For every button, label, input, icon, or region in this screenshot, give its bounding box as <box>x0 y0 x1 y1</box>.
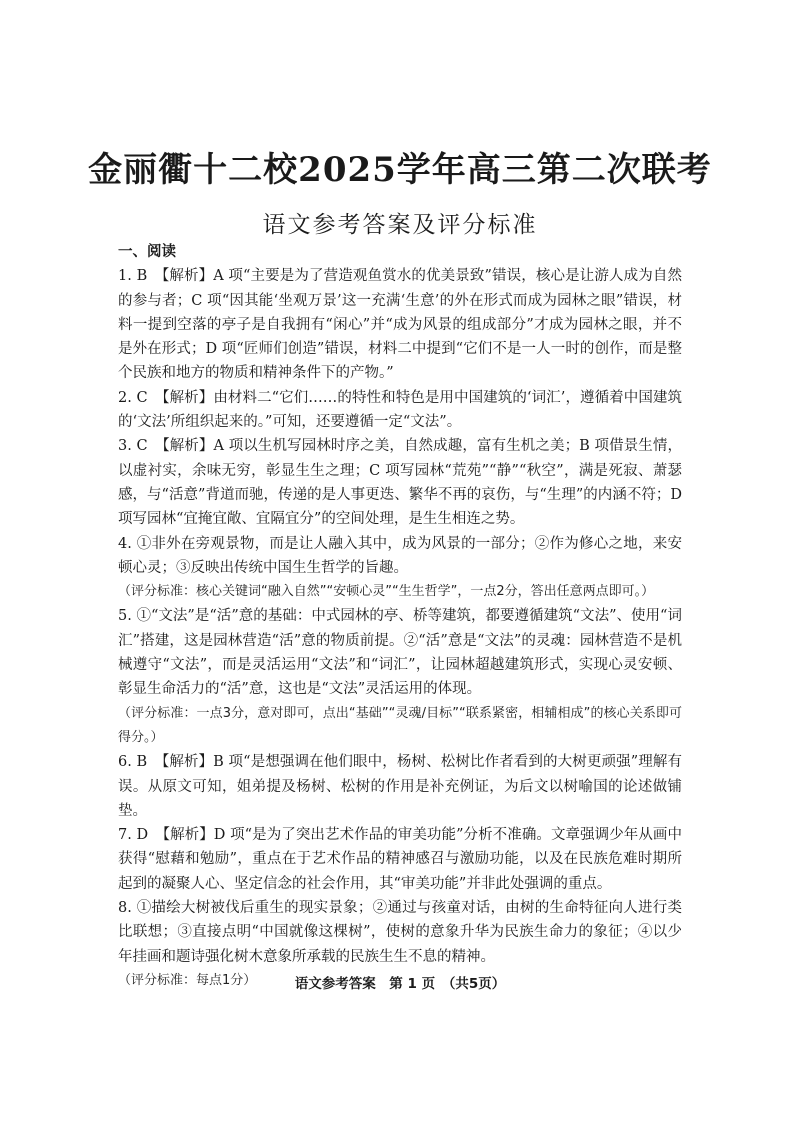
answer-item-1: 1. B 【解析】A 项“主要是为了营造观鱼赏水的优美景致”错误，核心是让游人成为自然的参与者；C 项“因其能‘坐观万景’这一充满‘生意’的外在形式而成为园林之眼”错误，材料一提到空落的亭子是自我拥有“闲心”并“成为风景的组成部分”才成为园林之眼，并不是外在形式；D 项“匠师们创造”错误，材料二中提到“它们不是一人一时的创作，而是整个民族和地方的物质和精神条件下的产物。” <box>118 268 682 382</box>
answer-item-5: 5. ①“文法”是“活”意的基础：中式园林的亭、桥等建筑，都要遵循建筑“文法”、使用“词汇”搭建，这是园林营造“活”意的物质前提。②“活”意是“文法”的灵魂：园林营造不是机械遵守“文法”，而是灵活运用“文法”和“词汇”，让园林超越建筑形式，实现心灵安顿、彰显生命活力的“活”意，这也是“文法”灵活运用的体现。 <box>118 608 682 698</box>
scoring-note-4: （评分标准：核心关键词“融入自然”“安顿心灵”“生生哲学”，一点2分，答出任意两点即可。） <box>118 584 655 600</box>
answer-item-7: 7. D 【解析】D 项“是为了突出艺术作品的审美功能”分析不准确。文章强调少年从画中获得“慰藉和勉励”，重点在于艺术作品的精神感召与激励功能，以及在民族危难时期所起到的凝聚人心、坚定信念的社会作用，其“审美功能”并非此处强调的重点。 <box>118 827 682 892</box>
answer-content <box>118 240 682 993</box>
page-subtitle: 语文参考答案及评分标准 <box>262 212 538 238</box>
answer-item-2: 2. C 【解析】由材料二“它们……的特性和特色是用中国建筑的‘词汇’，遵循着中国建筑的‘文法’所组织起来的。”可知，还要遵循一定“文法”。 <box>118 389 682 431</box>
answer-item-8: 8. ①描绘大树被伐后重生的现实景象；②通过与孩童对话，由树的生命特征向人进行类比联想；③直接点明“中国就像这棵树”，使树的意象升华为民族生命力的象征；④以少年挂画和题诗强化树木意象所承载的民族生生不息的精神。 <box>118 900 682 965</box>
answer-item-4: 4. ①非外在旁观景物，而是让人融入其中，成为风景的一部分；②作为修心之地，来安顿心灵；③反映出传统中国生生哲学的旨趣。 <box>118 535 682 576</box>
page-footer: 语文参考答案 第 1 页 （共5页） <box>294 976 506 992</box>
scoring-note-5: （评分标准：一点3分，意对即可，点出“基础”“灵魂/目标”“联系紧密，相辅相成”的核心关系即可得分。） <box>118 705 682 745</box>
answer-item-3: 3. C 【解析】A 项以生机写园林时序之美，自然成趣，富有生机之美；B 项借景生情，以虚衬实，余味无穷，彰显生生之理；C 项写园林“荒苑”“静”“秋空”，满是死寂、萧瑟感，与“活意”背道而驰，传递的是人事更迭、繁华不再的哀伤，与“生理”的内涵不符；D 项写园林“宜掩宜敞、宜隔宜分”的空间处理，是生生相连之势。 <box>118 438 682 528</box>
answer-item-6: 6. B 【解析】B 项“是想强调在他们眼中，杨树、松树比作者看到的大树更顽强”理解有误。从原文可知，姐弟提及杨树、松树的作用是补充例证，为后文以树喻国的论述做铺垫。 <box>118 754 682 819</box>
section-heading: 一、阅读 <box>118 244 176 260</box>
page-title: 金丽衢十二校2025学年高三第二次联考 <box>88 150 712 190</box>
scoring-note-8: （评分标准：每点1分） <box>118 972 257 988</box>
